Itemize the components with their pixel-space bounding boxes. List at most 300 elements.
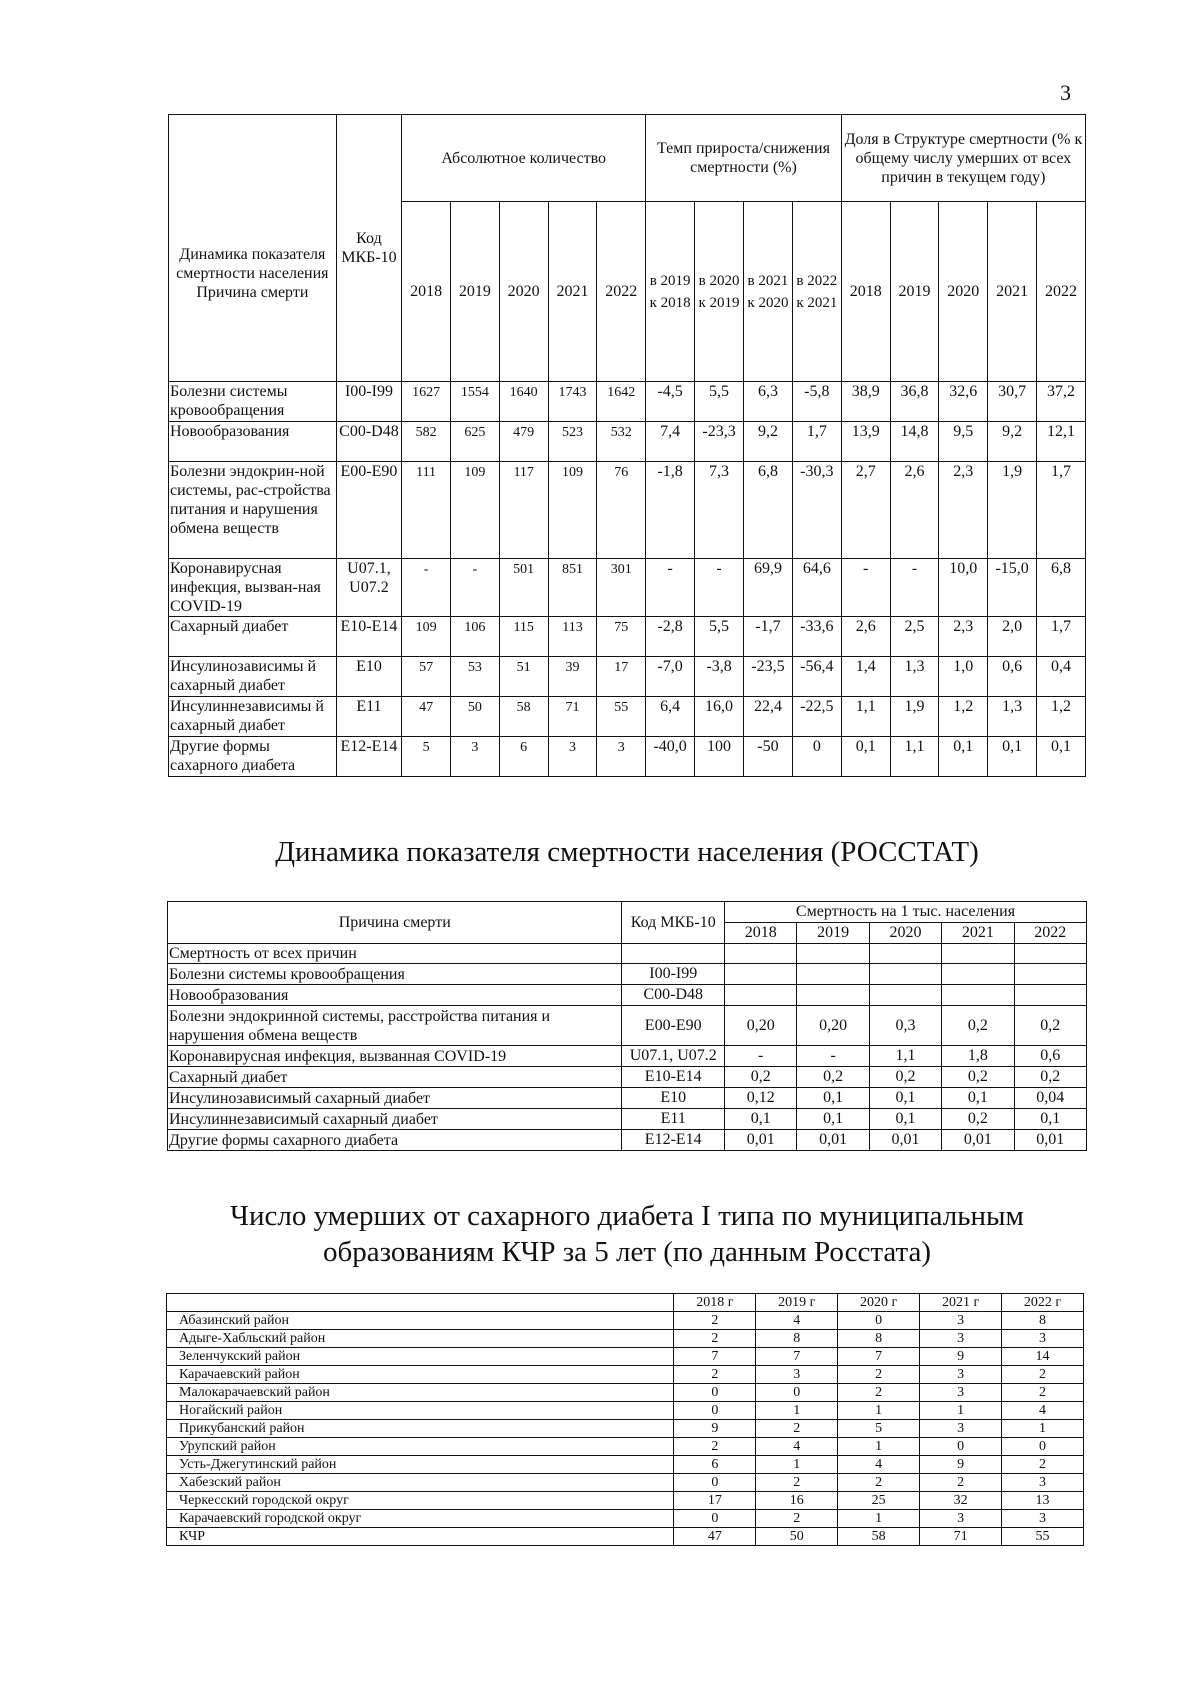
absolute-value-cell: 106 bbox=[450, 617, 499, 657]
share-value-cell: 32,6 bbox=[939, 382, 988, 422]
rate-value-cell: - bbox=[695, 559, 744, 617]
diabetes-deaths-by-district-table bbox=[166, 1293, 1084, 1546]
rate-value-cell: -7,0 bbox=[646, 657, 695, 697]
deaths-value-cell: 9 bbox=[920, 1348, 1002, 1366]
year-header: 2021 г bbox=[920, 1294, 1002, 1312]
rate-value-cell: 0,01 bbox=[869, 1130, 941, 1151]
rate-value-cell: 0,20 bbox=[797, 1006, 869, 1046]
share-value-cell: 36,8 bbox=[890, 382, 939, 422]
share-value-cell: -15,0 bbox=[988, 559, 1037, 617]
rate-value-cell bbox=[797, 964, 869, 985]
rate-value-cell: -4,5 bbox=[646, 382, 695, 422]
mortality-dynamics-table bbox=[168, 114, 1086, 777]
absolute-value-cell: 76 bbox=[597, 462, 646, 559]
absolute-value-cell: 57 bbox=[402, 657, 451, 697]
rate-value-cell: 6,4 bbox=[646, 697, 695, 737]
rate-value-cell: 0,2 bbox=[869, 1067, 941, 1088]
diabetes-by-district-heading: Число умерших от сахарного диабета I типа по муниципальным образованиям КЧР за 5 лет (по данным Росстата) bbox=[230, 1200, 1024, 1268]
deaths-value-cell: 3 bbox=[920, 1384, 1002, 1402]
cause-cell: Сахарный диабет bbox=[168, 1067, 622, 1088]
deaths-value-cell: 3 bbox=[920, 1330, 1002, 1348]
share-value-cell: 1,2 bbox=[1037, 697, 1086, 737]
absolute-value-cell: 532 bbox=[597, 422, 646, 462]
cause-cell: Другие формы сахарного диабета bbox=[169, 737, 337, 777]
share-value-cell: 14,8 bbox=[890, 422, 939, 462]
cause-cell: Новообразования bbox=[168, 985, 622, 1006]
code-cell: I00-I99 bbox=[622, 964, 725, 985]
cause-cell: Другие формы сахарного диабета bbox=[168, 1130, 622, 1151]
year-header: 2022 г bbox=[1002, 1294, 1084, 1312]
table-row bbox=[167, 1528, 1084, 1546]
abs-year-header: 2021 bbox=[548, 202, 597, 382]
table-row bbox=[167, 1438, 1084, 1456]
rate-value-cell: 0,2 bbox=[1014, 1006, 1086, 1046]
rate-value-cell: 0,04 bbox=[1014, 1088, 1086, 1109]
absolute-value-cell: 109 bbox=[548, 462, 597, 559]
deaths-value-cell: 8 bbox=[838, 1330, 920, 1348]
absolute-value-cell: 71 bbox=[548, 697, 597, 737]
rate-value-cell: 1,8 bbox=[942, 1046, 1014, 1067]
deaths-value-cell: 4 bbox=[756, 1312, 838, 1330]
table-row bbox=[168, 944, 1087, 964]
rate-value-cell: -5,8 bbox=[792, 382, 841, 422]
deaths-value-cell: 2 bbox=[674, 1438, 756, 1456]
rate-value-cell: - bbox=[797, 1046, 869, 1067]
absolute-value-cell: 75 bbox=[597, 617, 646, 657]
deaths-value-cell: 47 bbox=[674, 1528, 756, 1546]
deaths-value-cell: 0 bbox=[674, 1384, 756, 1402]
rate-value-cell: -1,8 bbox=[646, 462, 695, 559]
table-row bbox=[167, 1330, 1084, 1348]
deaths-value-cell: 2 bbox=[756, 1510, 838, 1528]
cause-cell: Болезни системы кровообращения bbox=[169, 382, 337, 422]
share-value-cell: 30,7 bbox=[988, 382, 1037, 422]
code-cell: U07.1, U07.2 bbox=[336, 559, 401, 617]
absolute-value-cell: 479 bbox=[499, 422, 548, 462]
share-value-cell: 1,3 bbox=[988, 697, 1037, 737]
rate-value-cell bbox=[942, 985, 1014, 1006]
share-value-cell: 1,4 bbox=[841, 657, 890, 697]
deaths-value-cell: 1 bbox=[1002, 1420, 1084, 1438]
deaths-value-cell: 3 bbox=[1002, 1330, 1084, 1348]
rate-period-header: в 2019 к 2018 bbox=[646, 202, 695, 382]
deaths-value-cell: 0 bbox=[920, 1438, 1002, 1456]
deaths-value-cell: 9 bbox=[920, 1456, 1002, 1474]
rate-value-cell: -23,3 bbox=[695, 422, 744, 462]
deaths-value-cell: 0 bbox=[838, 1312, 920, 1330]
rate-value-cell: -3,8 bbox=[695, 657, 744, 697]
share-value-cell: 2,3 bbox=[939, 617, 988, 657]
rate-value-cell bbox=[797, 944, 869, 964]
deaths-value-cell: 0 bbox=[1002, 1438, 1084, 1456]
rosstat-mortality-table bbox=[167, 901, 1087, 1151]
share-value-cell: 12,1 bbox=[1037, 422, 1086, 462]
cause-cell: Коронавирусная инфекция, вызван-ная COVID-19 bbox=[169, 559, 337, 617]
year-header: 2022 bbox=[1014, 923, 1086, 944]
year-header: 2020 bbox=[869, 923, 941, 944]
table-row bbox=[169, 697, 1086, 737]
deaths-value-cell: 0 bbox=[674, 1402, 756, 1420]
absolute-value-cell: 47 bbox=[402, 697, 451, 737]
share-value-cell: 1,7 bbox=[1037, 617, 1086, 657]
deaths-value-cell: 0 bbox=[674, 1474, 756, 1492]
absolute-value-cell: 50 bbox=[450, 697, 499, 737]
share-value-cell: 10,0 bbox=[939, 559, 988, 617]
share-value-cell: 1,3 bbox=[890, 657, 939, 697]
table-row bbox=[167, 1402, 1084, 1420]
table-row bbox=[167, 1510, 1084, 1528]
rate-period-header: в 2021 к 2020 bbox=[743, 202, 792, 382]
district-header bbox=[167, 1294, 674, 1312]
rate-value-cell bbox=[725, 985, 797, 1006]
absolute-value-cell: 1627 bbox=[402, 382, 451, 422]
cause-header: Динамика показателя смертности населения Причина смерти bbox=[169, 115, 337, 382]
district-cell: Карачаевский городской округ bbox=[167, 1510, 674, 1528]
cause-cell: Инсулиннезависимый сахарный диабет bbox=[168, 1109, 622, 1130]
rate-value-cell bbox=[797, 985, 869, 1006]
deaths-value-cell: 0 bbox=[756, 1384, 838, 1402]
share-value-cell: 2,7 bbox=[841, 462, 890, 559]
deaths-value-cell: 4 bbox=[838, 1456, 920, 1474]
rate-value-cell bbox=[1014, 944, 1086, 964]
table-row bbox=[169, 657, 1086, 697]
year-header: 2018 г bbox=[674, 1294, 756, 1312]
absolute-value-cell: 1743 bbox=[548, 382, 597, 422]
absolute-value-cell: 1640 bbox=[499, 382, 548, 422]
deaths-value-cell: 2 bbox=[674, 1312, 756, 1330]
deaths-value-cell: 3 bbox=[920, 1510, 1002, 1528]
share-value-cell: 0,1 bbox=[1037, 737, 1086, 777]
rate-value-cell bbox=[869, 944, 941, 964]
share-value-cell: 2,0 bbox=[988, 617, 1037, 657]
rate-value-cell: 69,9 bbox=[743, 559, 792, 617]
absolute-value-cell: 109 bbox=[402, 617, 451, 657]
cause-cell: Инсулинозависимый сахарный диабет bbox=[168, 1088, 622, 1109]
rate-value-cell: 0,1 bbox=[797, 1088, 869, 1109]
deaths-value-cell: 3 bbox=[1002, 1510, 1084, 1528]
rate-value-cell: - bbox=[646, 559, 695, 617]
deaths-value-cell: 50 bbox=[756, 1528, 838, 1546]
rate-value-cell: 0,6 bbox=[1014, 1046, 1086, 1067]
deaths-value-cell: 8 bbox=[1002, 1312, 1084, 1330]
code-cell: E12-E14 bbox=[336, 737, 401, 777]
deaths-value-cell: 2 bbox=[674, 1366, 756, 1384]
deaths-value-cell: 2 bbox=[756, 1420, 838, 1438]
share-value-cell: 9,2 bbox=[988, 422, 1037, 462]
share-value-cell: 0,1 bbox=[988, 737, 1037, 777]
deaths-value-cell: 3 bbox=[1002, 1474, 1084, 1492]
share-value-cell: 1,7 bbox=[1037, 462, 1086, 559]
table-row bbox=[169, 559, 1086, 617]
rate-value-cell: -40,0 bbox=[646, 737, 695, 777]
deaths-value-cell: 13 bbox=[1002, 1492, 1084, 1510]
rate-value-cell: 0,01 bbox=[1014, 1130, 1086, 1151]
deaths-value-cell: 14 bbox=[1002, 1348, 1084, 1366]
share-value-cell: 1,0 bbox=[939, 657, 988, 697]
code-cell: E11 bbox=[336, 697, 401, 737]
code-cell: C00-D48 bbox=[336, 422, 401, 462]
code-cell: U07.1, U07.2 bbox=[622, 1046, 725, 1067]
deaths-value-cell: 25 bbox=[838, 1492, 920, 1510]
rate-period-header: в 2020 к 2019 bbox=[695, 202, 744, 382]
share-value-cell: 0,1 bbox=[841, 737, 890, 777]
deaths-value-cell: 2 bbox=[838, 1474, 920, 1492]
share-value-cell: 0,1 bbox=[939, 737, 988, 777]
absolute-value-cell: 55 bbox=[597, 697, 646, 737]
deaths-value-cell: 1 bbox=[756, 1402, 838, 1420]
share-value-cell: 2,3 bbox=[939, 462, 988, 559]
rate-value-cell: -56,4 bbox=[792, 657, 841, 697]
deaths-value-cell: 7 bbox=[838, 1348, 920, 1366]
table-row bbox=[168, 964, 1087, 985]
rate-value-cell: 5,5 bbox=[695, 617, 744, 657]
year-header: 2019 bbox=[797, 923, 869, 944]
absolute-value-cell: - bbox=[450, 559, 499, 617]
absolute-value-cell: 3 bbox=[548, 737, 597, 777]
code-cell: E00-E90 bbox=[622, 1006, 725, 1046]
table-row bbox=[168, 1130, 1087, 1151]
cause-cell: Болезни эндокрин-ной системы, рас-стройства питания и нарушения обмена веществ bbox=[169, 462, 337, 559]
rate-value-cell: 0,1 bbox=[725, 1109, 797, 1130]
year-header: 2019 г bbox=[756, 1294, 838, 1312]
district-cell: Хабезский район bbox=[167, 1474, 674, 1492]
share-value-cell: 38,9 bbox=[841, 382, 890, 422]
rate-value-cell: 6,8 bbox=[743, 462, 792, 559]
rate-value-cell: -2,8 bbox=[646, 617, 695, 657]
table-row bbox=[167, 1348, 1084, 1366]
absolute-value-cell: 109 bbox=[450, 462, 499, 559]
deaths-value-cell: 2 bbox=[920, 1474, 1002, 1492]
share-value-cell: 0,6 bbox=[988, 657, 1037, 697]
rate-value-cell: 0,1 bbox=[1014, 1109, 1086, 1130]
share-value-cell: 1,1 bbox=[890, 737, 939, 777]
rate-value-cell: 0,2 bbox=[942, 1109, 1014, 1130]
code-cell: E10-E14 bbox=[336, 617, 401, 657]
rate-value-cell: -1,7 bbox=[743, 617, 792, 657]
table-row bbox=[169, 737, 1086, 777]
rate-value-cell: 7,3 bbox=[695, 462, 744, 559]
deaths-value-cell: 4 bbox=[756, 1438, 838, 1456]
icd-code-header: Код МКБ-10 bbox=[622, 902, 725, 944]
share-value-cell: 1,9 bbox=[890, 697, 939, 737]
absolute-value-cell: 1642 bbox=[597, 382, 646, 422]
deaths-value-cell: 71 bbox=[920, 1528, 1002, 1546]
deaths-value-cell: 55 bbox=[1002, 1528, 1084, 1546]
deaths-value-cell: 7 bbox=[674, 1348, 756, 1366]
page-number: 3 bbox=[1060, 80, 1071, 105]
code-cell: E10 bbox=[336, 657, 401, 697]
deaths-value-cell: 5 bbox=[838, 1420, 920, 1438]
table-row bbox=[168, 1109, 1087, 1130]
absolute-value-cell: 523 bbox=[548, 422, 597, 462]
year-header: 2020 г bbox=[838, 1294, 920, 1312]
rate-value-cell: 16,0 bbox=[695, 697, 744, 737]
rate-value-cell bbox=[725, 964, 797, 985]
rate-value-cell: -33,6 bbox=[792, 617, 841, 657]
deaths-value-cell: 2 bbox=[756, 1474, 838, 1492]
table-row bbox=[169, 617, 1086, 657]
absolute-value-cell: 111 bbox=[402, 462, 451, 559]
table-row bbox=[167, 1420, 1084, 1438]
cause-cell: Новообразования bbox=[169, 422, 337, 462]
rate-value-cell: 0,20 bbox=[725, 1006, 797, 1046]
absolute-value-cell: 582 bbox=[402, 422, 451, 462]
rate-value-cell bbox=[725, 944, 797, 964]
deaths-value-cell: 1 bbox=[838, 1438, 920, 1456]
share-value-cell: 13,9 bbox=[841, 422, 890, 462]
absolute-value-cell: 5 bbox=[402, 737, 451, 777]
rate-value-cell: 100 bbox=[695, 737, 744, 777]
absolute-value-cell: 301 bbox=[597, 559, 646, 617]
absolute-value-cell: 851 bbox=[548, 559, 597, 617]
table-row bbox=[168, 985, 1087, 1006]
deaths-value-cell: 2 bbox=[674, 1330, 756, 1348]
table-row bbox=[169, 422, 1086, 462]
icd-code-header: Код МКБ-10 bbox=[336, 115, 401, 382]
district-cell: Урупский район bbox=[167, 1438, 674, 1456]
deaths-value-cell: 3 bbox=[920, 1420, 1002, 1438]
absolute-value-cell: - bbox=[402, 559, 451, 617]
share-value-cell: 2,5 bbox=[890, 617, 939, 657]
share-year-header: 2018 bbox=[841, 202, 890, 382]
cause-cell: Коронавирусная инфекция, вызванная COVID-19 bbox=[168, 1046, 622, 1067]
share-year-header: 2022 bbox=[1037, 202, 1086, 382]
share-value-cell: 37,2 bbox=[1037, 382, 1086, 422]
absolute-value-cell: 6 bbox=[499, 737, 548, 777]
share-year-header: 2020 bbox=[939, 202, 988, 382]
deaths-value-cell: 8 bbox=[756, 1330, 838, 1348]
growth-rate-header: Темп прироста/снижения смертности (%) bbox=[646, 115, 842, 202]
code-cell: E10 bbox=[622, 1088, 725, 1109]
absolute-value-cell: 17 bbox=[597, 657, 646, 697]
deaths-value-cell: 6 bbox=[674, 1456, 756, 1474]
absolute-value-cell: 1554 bbox=[450, 382, 499, 422]
share-value-cell: 1,1 bbox=[841, 697, 890, 737]
district-cell: Черкесский городской округ bbox=[167, 1492, 674, 1510]
share-header: Доля в Структуре смертности (% к общему числу умерших от всех причин в текущем году) bbox=[841, 115, 1085, 202]
cause-cell: Смертность от всех причин bbox=[168, 944, 622, 964]
rate-value-cell: 0,01 bbox=[942, 1130, 1014, 1151]
rate-value-cell: 64,6 bbox=[792, 559, 841, 617]
table-row bbox=[167, 1474, 1084, 1492]
deaths-value-cell: 32 bbox=[920, 1492, 1002, 1510]
rate-value-cell: 0,1 bbox=[869, 1088, 941, 1109]
table-row bbox=[169, 462, 1086, 559]
rate-value-cell: 5,5 bbox=[695, 382, 744, 422]
rate-value-cell bbox=[942, 944, 1014, 964]
deaths-value-cell: 3 bbox=[920, 1366, 1002, 1384]
rate-value-cell: 22,4 bbox=[743, 697, 792, 737]
rate-value-cell: 0,2 bbox=[1014, 1067, 1086, 1088]
code-cell bbox=[622, 944, 725, 964]
deaths-value-cell: 2 bbox=[1002, 1366, 1084, 1384]
rate-value-cell: 0,2 bbox=[942, 1006, 1014, 1046]
table-row bbox=[167, 1384, 1084, 1402]
rate-value-cell: 0,12 bbox=[725, 1088, 797, 1109]
rate-value-cell bbox=[1014, 964, 1086, 985]
table-row bbox=[168, 1088, 1087, 1109]
abs-year-header: 2022 bbox=[597, 202, 646, 382]
share-value-cell: 1,2 bbox=[939, 697, 988, 737]
abs-year-header: 2018 bbox=[402, 202, 451, 382]
rate-value-cell: 7,4 bbox=[646, 422, 695, 462]
district-cell: Карачаевский район bbox=[167, 1366, 674, 1384]
share-value-cell: - bbox=[890, 559, 939, 617]
absolute-value-cell: 39 bbox=[548, 657, 597, 697]
deaths-value-cell: 1 bbox=[838, 1402, 920, 1420]
rate-value-cell: 6,3 bbox=[743, 382, 792, 422]
deaths-value-cell: 58 bbox=[838, 1528, 920, 1546]
abs-year-header: 2020 bbox=[499, 202, 548, 382]
absolute-value-cell: 501 bbox=[499, 559, 548, 617]
deaths-value-cell: 9 bbox=[674, 1420, 756, 1438]
deaths-value-cell: 3 bbox=[756, 1366, 838, 1384]
rate-value-cell: 0,01 bbox=[725, 1130, 797, 1151]
share-year-header: 2019 bbox=[890, 202, 939, 382]
rate-value-cell bbox=[1014, 985, 1086, 1006]
absolute-value-cell: 53 bbox=[450, 657, 499, 697]
rate-value-cell: 9,2 bbox=[743, 422, 792, 462]
code-cell: E12-E14 bbox=[622, 1130, 725, 1151]
deaths-value-cell: 2 bbox=[1002, 1456, 1084, 1474]
district-cell: КЧР bbox=[167, 1528, 674, 1546]
year-header: 2018 bbox=[725, 923, 797, 944]
district-cell: Абазинский район bbox=[167, 1312, 674, 1330]
table-row bbox=[167, 1366, 1084, 1384]
deaths-value-cell: 2 bbox=[838, 1366, 920, 1384]
deaths-value-cell: 16 bbox=[756, 1492, 838, 1510]
rate-value-cell: 0,1 bbox=[942, 1088, 1014, 1109]
rate-value-cell bbox=[869, 985, 941, 1006]
district-cell: Малокарачаевский район bbox=[167, 1384, 674, 1402]
share-value-cell: 2,6 bbox=[890, 462, 939, 559]
code-cell: E11 bbox=[622, 1109, 725, 1130]
share-value-cell: 1,9 bbox=[988, 462, 1037, 559]
cause-cell: Сахарный диабет bbox=[169, 617, 337, 657]
table-row bbox=[168, 1006, 1087, 1046]
rate-value-cell: -50 bbox=[743, 737, 792, 777]
share-value-cell: 6,8 bbox=[1037, 559, 1086, 617]
deaths-value-cell: 17 bbox=[674, 1492, 756, 1510]
absolute-value-cell: 51 bbox=[499, 657, 548, 697]
rate-value-cell bbox=[869, 964, 941, 985]
rate-value-cell: -23,5 bbox=[743, 657, 792, 697]
deaths-value-cell: 4 bbox=[1002, 1402, 1084, 1420]
code-cell: I00-I99 bbox=[336, 382, 401, 422]
absolute-value-cell: 113 bbox=[548, 617, 597, 657]
rate-value-cell: 1,7 bbox=[792, 422, 841, 462]
rate-value-cell: -22,5 bbox=[792, 697, 841, 737]
table-row bbox=[168, 1046, 1087, 1067]
rate-value-cell: 0,2 bbox=[725, 1067, 797, 1088]
district-cell: Адыге-Хабльский район bbox=[167, 1330, 674, 1348]
rate-value-cell: -30,3 bbox=[792, 462, 841, 559]
share-value-cell: 2,6 bbox=[841, 617, 890, 657]
rate-value-cell: 0,1 bbox=[869, 1109, 941, 1130]
cause-cell: Инсулиннезависимы й сахарный диабет bbox=[169, 697, 337, 737]
rate-value-cell: 0,2 bbox=[942, 1067, 1014, 1088]
district-cell: Прикубанский район bbox=[167, 1420, 674, 1438]
district-cell: Ногайский район bbox=[167, 1402, 674, 1420]
table-row bbox=[169, 382, 1086, 422]
year-header: 2021 bbox=[942, 923, 1014, 944]
absolute-value-cell: 58 bbox=[499, 697, 548, 737]
absolute-value-cell: 625 bbox=[450, 422, 499, 462]
cause-header: Причина смерти bbox=[168, 902, 622, 944]
cause-cell: Болезни системы кровообращения bbox=[168, 964, 622, 985]
rate-value-cell: 1,1 bbox=[869, 1046, 941, 1067]
table-row bbox=[167, 1492, 1084, 1510]
